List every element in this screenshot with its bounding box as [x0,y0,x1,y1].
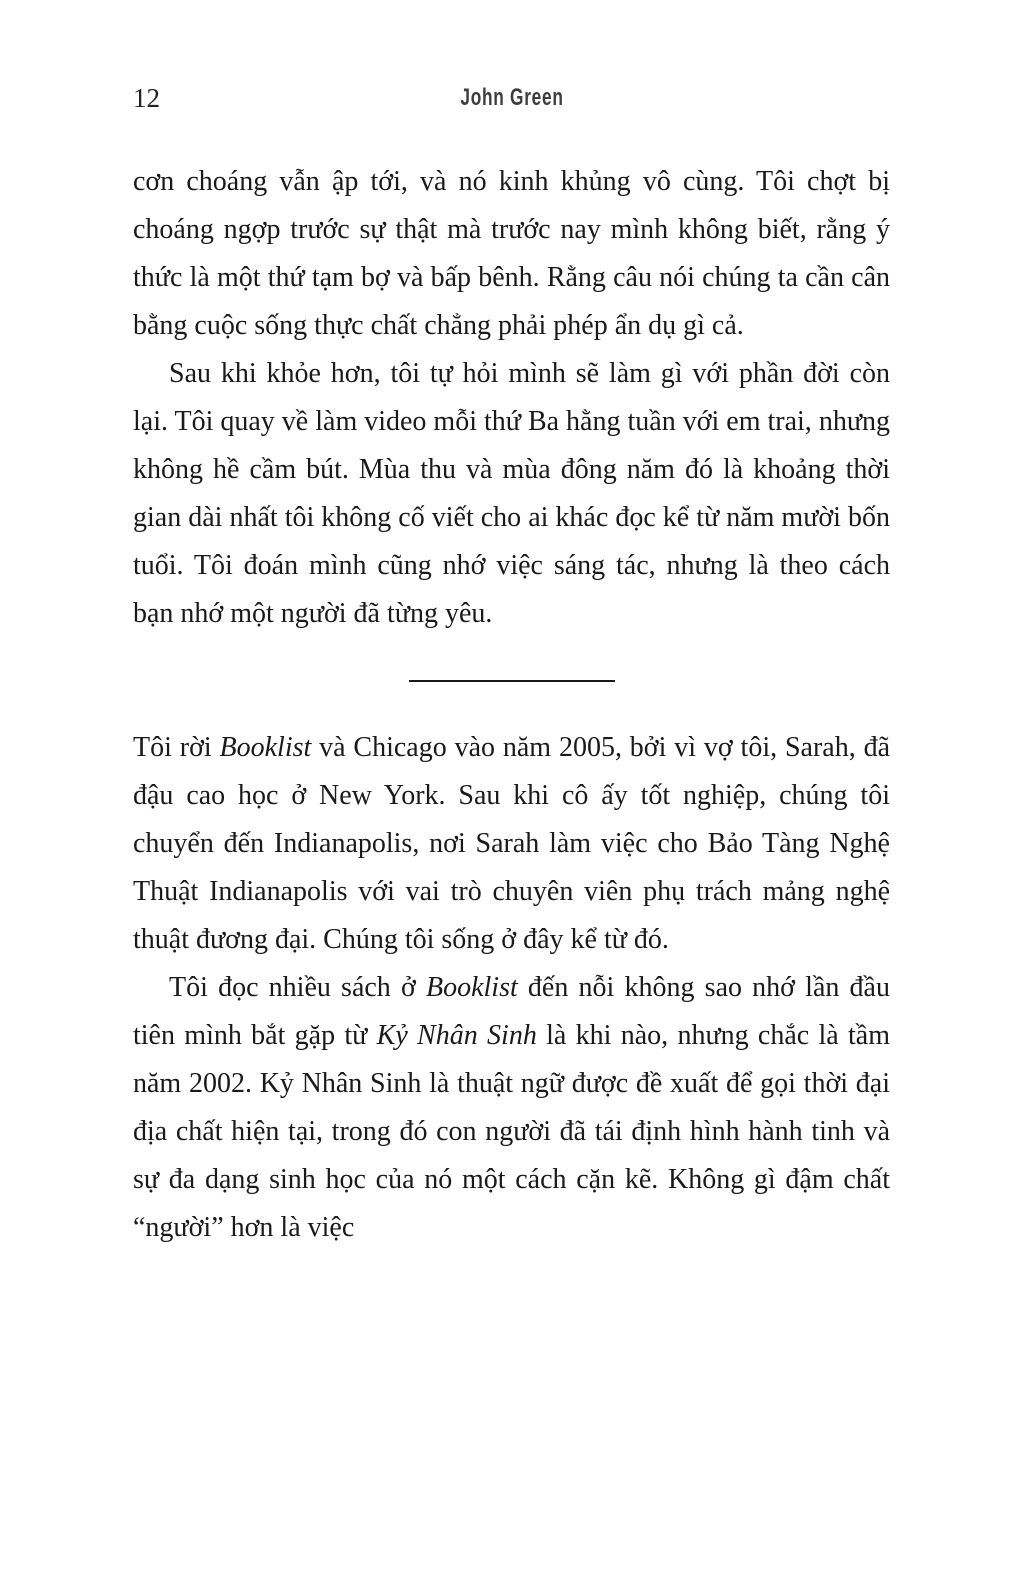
body-text-segment: Tôi đọc nhiều sách ở [169,972,426,1003]
section-divider [409,680,615,682]
paragraph [133,350,890,638]
body-text-segment: cơn choáng vẫn ập tới, và nó kinh khủng vô cùng. Tôi chợt bị choáng ngợp trước sự thật mà trước nay mình không biết, rằng ý thức là một thứ tạm bợ và bấp bênh. Rằng câu nói chúng ta cần cân bằng cuộc sống thực chất chẳng phải phép ẩn dụ gì cả. [133,166,890,341]
body-text-segment: đến nỗi không sao nhớ lần đầu tiên mình bắt gặp từ [133,972,890,1051]
page-body [133,158,890,1252]
italic-text-segment: Booklist [219,732,312,763]
running-header-title: John Green [460,84,564,111]
paragraph [133,964,890,1252]
italic-text-segment: Booklist [425,972,518,1003]
body-text-segment: và Chicago vào năm 2005, bởi vì vợ tôi, Sarah, đã đậu cao học ở New York. Sau khi cô ấy tốt nghiệp, chúng tôi chuyển đến Indianapolis, nơi Sarah làm việc cho Bảo Tàng Nghệ Thuật Indianapolis với vai trò chuyên viên phụ trách mảng nghệ thuật đương đại. Chúng tôi sống ở đây kể từ đó. [133,732,890,955]
running-header [0,84,1024,116]
body-text-segment: Sau khi khỏe hơn, tôi tự hỏi mình sẽ làm gì với phần đời còn lại. Tôi quay về làm video mỗi thứ Ba hằng tuần với em trai, nhưng không hề cầm bút. Mùa thu và mùa đông năm đó là khoảng thời gian dài nhất tôi không cố viết cho ai khác đọc kể từ năm mười bốn tuổi. Tôi đoán mình cũng nhớ việc sáng tác, nhưng là theo cách bạn nhớ một người đã từng yêu. [133,358,890,629]
paragraph [133,158,890,350]
page-number: 12 [133,83,160,113]
paragraph [133,724,890,964]
body-text-segment: là khi nào, nhưng chắc là tầm năm 2002. Kỷ Nhân Sinh là thuật ngữ được đề xuất để gọi thời đại địa chất hiện tại, trong đó con người đã tái định hình hành tinh và sự đa dạng sinh học của nó một cách cặn kẽ. Không gì đậm chất “người” hơn là việc [133,1020,891,1243]
body-text-segment: Tôi rời [133,732,220,763]
italic-text-segment: Kỷ Nhân Sinh [376,1020,537,1051]
